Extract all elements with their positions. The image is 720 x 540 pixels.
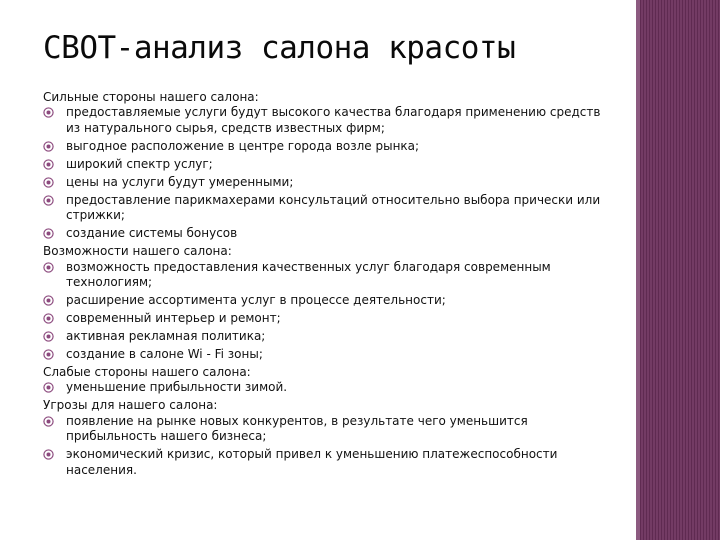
list-item xyxy=(43,175,613,190)
decorative-side-band xyxy=(640,0,720,540)
list-item xyxy=(43,293,613,308)
list-item xyxy=(43,447,613,478)
circled-dot-icon xyxy=(43,295,54,306)
list-item xyxy=(43,260,613,291)
circled-dot-icon xyxy=(43,195,54,206)
list-item xyxy=(43,329,613,344)
section-heading-weaknesses: Слабые стороны нашего салона: xyxy=(43,365,251,380)
circled-dot-icon xyxy=(43,313,54,324)
slide-content xyxy=(43,90,613,481)
circled-dot-icon xyxy=(43,416,54,427)
circled-dot-icon xyxy=(43,228,54,239)
strengths-list xyxy=(43,105,613,241)
list-item-text: предоставляемые услуги будут высокого качества благодаря применению средств из натурального сырья, средств известных фирм; xyxy=(66,105,601,135)
section-heading-opportunities: Возможности нашего салона: xyxy=(43,244,232,259)
circled-dot-icon xyxy=(43,382,54,393)
list-item xyxy=(43,414,613,445)
opportunities-list xyxy=(43,260,613,363)
list-item-text: широкий спектр услуг; xyxy=(66,156,213,171)
section-heading-threats: Угрозы для нашего салона: xyxy=(43,398,218,413)
slide-title: СВОТ-анализ салона красоты xyxy=(43,30,516,66)
list-item-text: выгодное расположение в центре города возле рынка; xyxy=(66,138,420,153)
list-item-text: создание в салоне Wi - Fi зоны; xyxy=(66,347,263,362)
list-item-text: появление на рынке новых конкурентов, в результате чего уменьшится прибыльность нашего бизнеса; xyxy=(66,413,528,444)
list-item xyxy=(43,157,613,172)
circled-dot-icon xyxy=(43,177,54,188)
list-item xyxy=(43,347,613,362)
list-item xyxy=(43,311,613,326)
weaknesses-list xyxy=(43,380,613,395)
list-item xyxy=(43,105,613,136)
list-item-text: уменьшение прибыльности зимой. xyxy=(66,380,288,395)
circled-dot-icon xyxy=(43,159,54,170)
list-item xyxy=(43,193,613,224)
list-item-text: расширение ассортимента услуг в процессе деятельности; xyxy=(66,293,446,308)
circled-dot-icon xyxy=(43,262,54,273)
list-item xyxy=(43,139,613,154)
circled-dot-icon xyxy=(43,331,54,342)
threats-list xyxy=(43,414,613,478)
list-item xyxy=(43,226,613,241)
list-item-text: экономический кризис, который привел к уменьшению платежеспособности населения. xyxy=(66,447,558,477)
section-heading-strengths: Сильные стороны нашего салона: xyxy=(43,90,259,104)
list-item xyxy=(43,380,613,395)
circled-dot-icon xyxy=(43,349,54,360)
list-item-text: современный интерьер и ремонт; xyxy=(66,311,281,326)
list-item-text: возможность предоставления качественных услуг благодаря современным технологиям; xyxy=(66,259,551,290)
circled-dot-icon xyxy=(43,107,54,118)
list-item-text: создание системы бонусов xyxy=(66,226,238,241)
list-item-text: предоставление парикмахерами консультаций относительно выбора прически или стрижки; xyxy=(66,192,601,223)
circled-dot-icon xyxy=(43,449,54,460)
list-item-text: цены на услуги будут умеренными; xyxy=(66,174,294,189)
list-item-text: активная рекламная политика; xyxy=(66,329,266,344)
circled-dot-icon xyxy=(43,141,54,152)
